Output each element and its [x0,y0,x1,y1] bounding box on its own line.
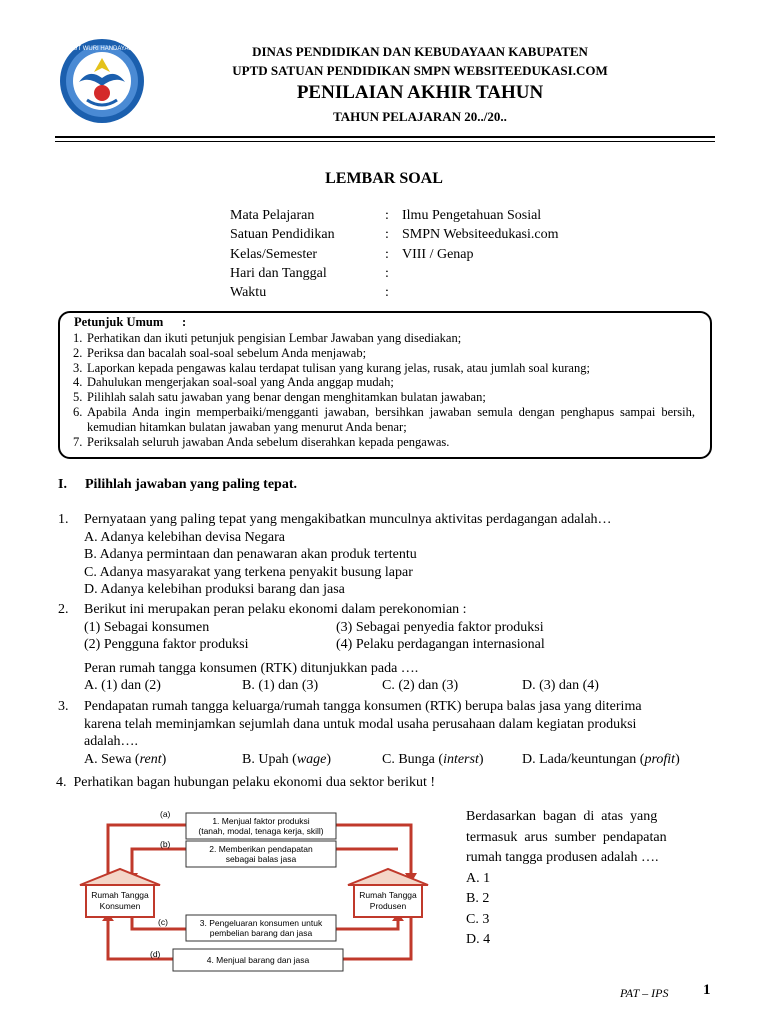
info-value: SMPN Websiteedukasi.com [402,227,559,243]
logo-text: TUT WURI HANDAYANI [69,46,135,52]
house-consumer-icon [80,869,160,917]
house-producer-label-1: Rumah Tangga [359,890,417,900]
question-text: Peran rumah tangga konsumen (RTK) ditunjukkan pada …. [84,660,419,676]
role-row [84,636,718,654]
diagram-box-2-line2: sebagai balas jasa [225,854,297,864]
header-exam: PENILAIAN AKHIR TAHUN [296,82,544,103]
page-number: 1 [703,982,711,998]
diagram-label-a: (a) [160,809,171,819]
header-rule-thin [55,141,715,142]
info-colon: : [385,265,389,281]
info-label: Mata Pelajaran [230,208,315,223]
instruction-item: 7. Periksalah seluruh jawaban Anda sebelum diserahkan kepada pengawas. [73,434,450,449]
question-text: Pernyataan yang paling tepat yang mengakibatkan munculnya aktivitas perdagangan adalah… [84,512,612,527]
school-logo [59,38,145,129]
role-item: (3) Sebagai penyedia faktor produksi [336,619,544,635]
house-consumer-label-1: Rumah Tangga [91,890,149,900]
answer-option: A. Sewa (rent) [84,751,167,767]
answer-option: C. (2) dan (3) [382,678,459,693]
diagram-box-3-line2: pembelian barang dan jasa [209,928,313,938]
section-number: I. [58,477,67,492]
diagram-label-c: (c) [158,917,168,927]
answer-option: D. Lada/keuntungan (profit) [522,751,680,767]
diagram-label-b: (b) [160,839,171,849]
info-label: Hari dan Tanggal [230,265,327,281]
economic-flow-diagram [78,805,453,980]
answer-option: A. 1 [466,870,491,886]
answer-option: B. (1) dan (3) [242,678,319,693]
question-4-side [466,807,714,951]
diagram-box-1-line1: 1. Menjual faktor produksi [212,816,310,826]
header-year: TAHUN PELAJARAN 20../20.. [333,109,507,124]
info-row [230,206,559,225]
instructions-list [73,331,695,449]
info-label: Kelas/Semester [230,246,318,262]
diagram-box-3-line1: 3. Pengeluaran konsumen untuk [199,918,323,928]
question-text: Pendapatan rumah tangga keluarga/rumah tangga konsumen (RTK) berupa balas jasa yang diterima [84,699,642,714]
question-text: Berikut ini merupakan peran pelaku ekonomi dalam perekonomian : [84,602,467,617]
question-text: karena telah meminjamkan sejumlah dana untuk modal usaha perusahaan dalam kegiatan produksi [84,716,637,732]
house-consumer-label-2: Konsumen [99,901,141,911]
answer-option: A. Adanya kelebihan devisa Negara [84,529,285,545]
info-colon: : [385,285,389,301]
diagram-box-1-line2: (tanah, modal, tenaga kerja, skill) [198,826,324,836]
info-row [230,225,559,244]
question-2 [58,601,718,695]
answer-option: B. Upah (wage) [242,751,332,767]
instruction-item: 4. Dahulukan mengerjakan soal-soal yang Anda anggap mudah; [73,375,394,390]
answer-options [84,751,718,769]
answer-option: D. Adanya kelebihan produksi barang dan jasa [84,582,345,597]
answer-option: B. Adanya permintaan dan penawaran akan produk tertentu [84,547,417,562]
section-heading [58,477,297,493]
info-table [230,206,559,302]
instructions-title: Petunjuk Umum : [74,315,187,329]
question-text: rumah tangga produsen adalah …. [466,850,659,865]
question-number: 3. [58,699,69,714]
role-item: (4) Pelaku perdagangan internasional [336,637,545,652]
question-text: Perhatikan bagan hubungan pelaku ekonomi dua sektor berikut ! [73,775,436,790]
instruction-item: 2. Periksa dan bacalah soal-soal sebelum Anda menjawab; [73,345,367,360]
answer-option: C. Bunga (interst) [382,751,484,767]
instruction-item: 3. Laporkan kepada pengawas kalau terdapat tulisan yang kurang jelas, rusak, atau jumlah soal kurang; [73,360,590,375]
answer-options [84,677,718,695]
role-item: (2) Pengguna faktor produksi [84,637,249,652]
header-school: UPTD SATUAN PENDIDIKAN SMPN WEBSITEEDUKASI.COM [232,63,608,78]
doc-title: LEMBAR SOAL [325,170,443,187]
question-1 [58,511,718,599]
diagram-box-4: 4. Menjual barang dan jasa [206,955,310,965]
house-producer-label-2: Produsen [369,901,407,911]
question-text: adalah…. [84,734,139,749]
info-row [230,264,559,283]
footer-label: PAT – IPS [620,986,669,1000]
answer-option: C. 3 [466,911,490,927]
answer-option: C. Adanya masyarakat yang terkena penyakit busung lapar [84,564,413,580]
answer-option: D. (3) dan (4) [522,678,599,693]
section-title: Pilihlah jawaban yang paling tepat. [85,477,297,492]
question-text: Berdasarkan bagan di atas yang [466,809,658,824]
question-number: 1. [58,512,69,527]
info-colon: : [385,208,389,223]
answer-option: A. (1) dan (2) [84,678,161,693]
info-row [230,283,559,302]
question-number: 2. [58,602,69,617]
info-colon: : [385,227,389,243]
info-row [230,245,559,264]
instruction-item: 5. Pilihlah salah satu jawaban yang benar dengan menghitamkan bulatan jawaban; [73,390,486,405]
diagram-box-2-line1: 2. Memberikan pendapatan [209,844,313,854]
answer-option: D. 4 [466,932,491,947]
question-4 [56,774,716,792]
role-row [84,619,718,637]
question-text: termasuk arus sumber pendapatan [466,829,667,845]
header-rule-thick [55,136,715,138]
instruction-item: 1. Perhatikan dan ikuti petunjuk pengisian Lembar Jawaban yang disediakan; [73,331,462,345]
info-label: Waktu [230,285,267,301]
info-label: Satuan Pendidikan [230,227,335,243]
question-3 [58,698,718,768]
info-value: VIII / Genap [402,246,474,262]
info-value: Ilmu Pengetahuan Sosial [402,208,542,223]
role-item: (1) Sebagai konsumen [84,619,210,635]
header-agency: DINAS PENDIDIKAN DAN KEBUDAYAAN KABUPATEN [252,44,588,59]
answer-option: B. 2 [466,891,490,906]
house-producer-icon [348,869,428,917]
diagram-label-d: (d) [150,949,161,959]
info-colon: : [385,246,389,262]
question-number: 4. [56,775,67,790]
instruction-item: 6. Apabila Anda ingin memperbaiki/mengganti jawaban, bersihkan jawaban semula dengan penghapus sampai bersih, kemudian hitamkan bulatan jawaban yang menurut Anda benar; [73,404,695,434]
